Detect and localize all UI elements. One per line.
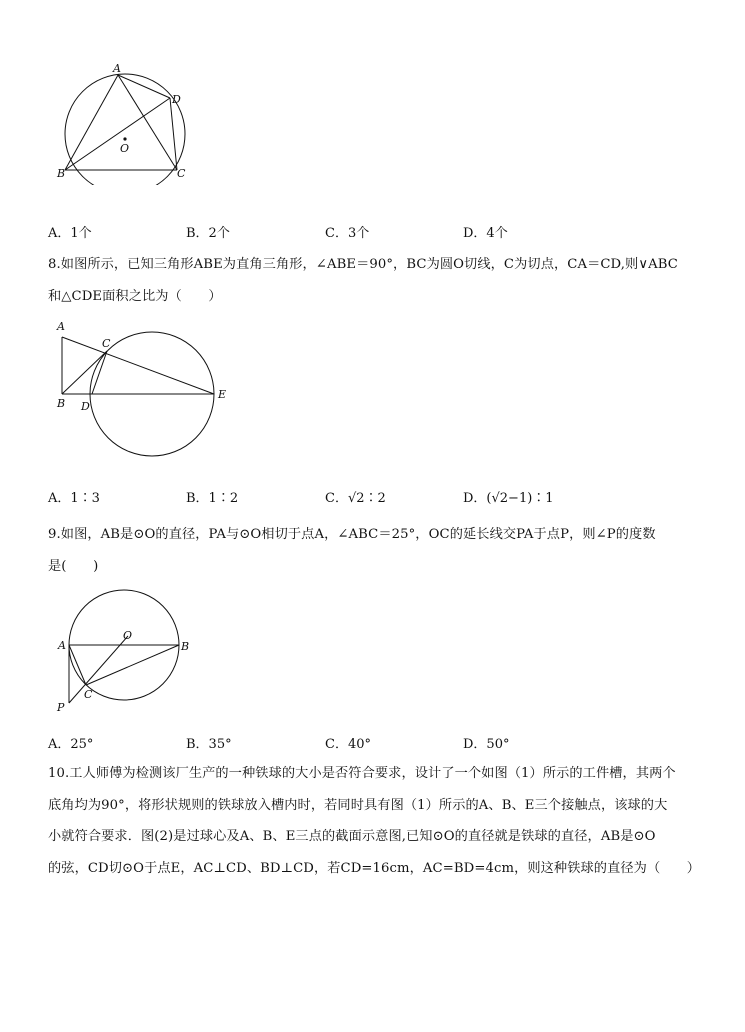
- q7-figure: [55, 60, 200, 185]
- q9-segment-op: [69, 636, 128, 703]
- q7-option-b: B．2个: [186, 226, 230, 241]
- q7-segment-ab: [65, 75, 118, 170]
- q9-option-c: C．40°: [325, 737, 371, 752]
- q10-stem-line-1: 10.工人师傅为检测该厂生产的一种铁球的大小是否符合要求，设计了一个如图（1）所示的工件槽，其两个: [48, 766, 676, 781]
- q7-label-c: C: [177, 167, 186, 180]
- q9-label-o: O: [123, 629, 133, 642]
- q9-option-b: B．35°: [186, 737, 232, 752]
- q10-stem-line-4: 的弦，CD切⊙O于点E，AC⊥CD、BD⊥CD，若CD=16cm，AC=BD=4cm，则这种铁球的直径为（ ）: [48, 861, 701, 876]
- q9-stem-line-1: 9.如图，AB是⊙O的直径，PA与⊙O相切于点A，∠ABC＝25°，OC的延长线交PA于点P，则∠P的度数: [48, 527, 656, 542]
- q7-center-dot: [123, 137, 126, 140]
- q8-stem-line-1: 8.如图所示，已知三角形ABE为直角三角形，∠ABE＝90°，BC为圆O切线，C为切点，CA＝CD,则∨ABC: [48, 257, 678, 272]
- q7-segment-cd: [170, 98, 177, 170]
- q9-label-a: A: [58, 639, 66, 652]
- q8-option-c: C．√2∶2: [325, 491, 386, 506]
- q9-option-a: A．25°: [48, 737, 94, 752]
- q7-segment-ac: [118, 75, 177, 170]
- q9-segment-ac: [69, 645, 86, 685]
- q7-option-c: C．3个: [325, 226, 370, 241]
- q7-option-d: D．4个: [463, 226, 508, 241]
- q9-label-b: B: [181, 640, 190, 653]
- q9-option-d: D．50°: [463, 737, 510, 752]
- q9-stem-line-2: 是( ): [48, 559, 99, 574]
- q8-label-c: C: [102, 337, 111, 350]
- q8-figure: [55, 318, 245, 463]
- q7-label-d: D: [172, 93, 181, 106]
- q9-label-p: P: [57, 701, 65, 714]
- q8-label-d: D: [81, 400, 90, 413]
- q8-option-d: D．(√2−1)∶1: [463, 491, 554, 506]
- q7-label-b: B: [57, 167, 66, 180]
- q8-segment-bc: [62, 351, 107, 394]
- q8-stem-line-2: 和△CDE面积之比为（ ）: [48, 289, 222, 304]
- q8-label-e: E: [218, 388, 227, 401]
- q9-segment-bc: [86, 645, 179, 685]
- q10-stem-line-3: 小就符合要求．图(2)是过球心及A、B、E三点的截面示意图,已知⊙O的直径就是铁球的直径，AB是⊙O: [48, 829, 656, 844]
- q8-label-a: A: [57, 320, 65, 333]
- q8-label-b: B: [57, 397, 66, 410]
- q10-stem-line-2: 底角均为90°，将形状规则的铁球放入槽内时，若同时具有图（1）所示的A、B、E三个接触点，该球的大: [48, 798, 668, 813]
- q8-option-b: B．1∶2: [186, 491, 239, 506]
- q8-option-a: A．1∶3: [48, 491, 100, 506]
- q7-option-a: A．1个: [48, 226, 92, 241]
- q9-figure: [55, 588, 205, 718]
- q7-circle: [65, 74, 185, 185]
- q7-label-a: A: [113, 62, 121, 75]
- q7-label-o: O: [120, 142, 130, 155]
- q9-label-c: C: [84, 688, 93, 701]
